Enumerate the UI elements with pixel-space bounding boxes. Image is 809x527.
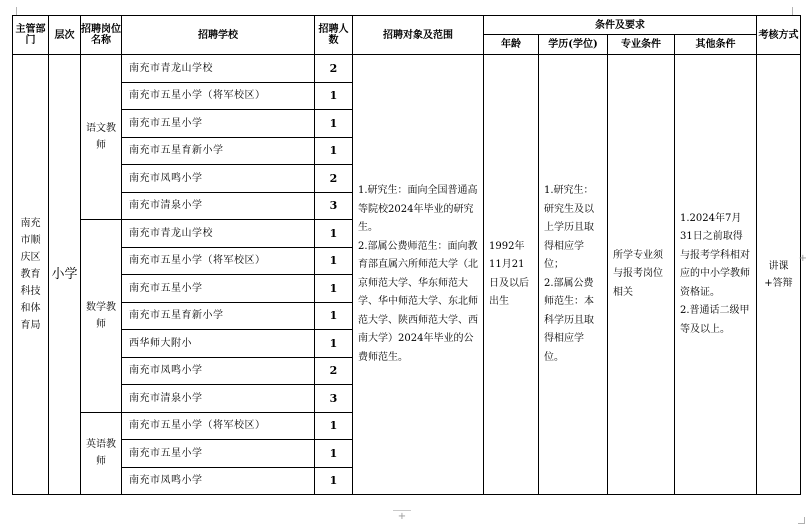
header-level: 层次: [49, 16, 81, 55]
resize-corner-icon[interactable]: [798, 517, 805, 524]
count-cell: 1: [315, 330, 353, 358]
school-cell: 南充市五星小学（将军校区）: [122, 412, 315, 440]
header-dept: 主管部门: [13, 16, 49, 55]
education-item: 2.部属公费师范生：本科学历且取得相应学位。: [544, 277, 594, 363]
count-cell: 1: [315, 412, 353, 440]
age-cell: 1992年11月21日及以后出生: [484, 55, 539, 495]
target-cell: [353, 55, 484, 495]
count-cell: 1: [315, 467, 353, 495]
header-exam: 考核方式: [757, 16, 801, 55]
count-cell: 1: [315, 302, 353, 330]
school-cell: 南充市凤鸣小学: [122, 357, 315, 385]
header-education: 学历(学位): [539, 35, 608, 55]
count-cell: 1: [315, 440, 353, 468]
recruitment-table: [12, 15, 801, 495]
count-cell: 1: [315, 137, 353, 165]
school-cell: 南充市凤鸣小学: [122, 467, 315, 495]
education-item: 1.研究生：研究生及以上学历且取得相应学位；: [544, 185, 594, 270]
school-cell: 南充市五星小学（将军校区）: [122, 247, 315, 275]
target-item: 2.部属公费师范生：面向教育部直属六所师范大学（北京师范大学、华东师范大学、华中师范大学、东北师范大学、陕西师范大学、西南大学）2024年毕业的公费师范生。: [358, 240, 478, 363]
count-cell: 3: [315, 385, 353, 413]
table-row: [13, 55, 801, 83]
position-cell: 数学教师: [81, 220, 122, 413]
header-age: 年龄: [484, 35, 539, 55]
margin-guide: [16, 7, 17, 15]
header-conditions: 条件及要求: [484, 16, 757, 35]
school-cell: 南充市五星小学: [122, 275, 315, 303]
level-cell: 小学: [49, 55, 81, 495]
count-cell: 1: [315, 110, 353, 138]
education-cell: [539, 55, 608, 495]
header-position: 招聘岗位名称: [81, 16, 122, 55]
other-cell: [675, 55, 757, 495]
count-cell: 2: [315, 357, 353, 385]
school-cell: 南充市五星小学: [122, 440, 315, 468]
dept-cell: 南充市顺庆区教育科技和体育局: [13, 55, 49, 495]
count-cell: 1: [315, 82, 353, 110]
school-cell: 西华师大附小: [122, 330, 315, 358]
add-row-handle-icon[interactable]: +: [393, 510, 411, 523]
position-cell: 英语教师: [81, 412, 122, 495]
header-count: 招聘人数: [315, 16, 353, 55]
exam-cell: 讲课+答辩: [757, 55, 801, 495]
school-cell: 南充市青龙山学校: [122, 220, 315, 248]
school-cell: 南充市青龙山学校: [122, 55, 315, 83]
school-cell: 南充市清泉小学: [122, 385, 315, 413]
add-column-handle-icon[interactable]: +: [798, 253, 807, 264]
school-cell: 南充市五星小学（将军校区）: [122, 82, 315, 110]
school-cell: 南充市五星小学: [122, 110, 315, 138]
school-cell: 南充市清泉小学: [122, 192, 315, 220]
school-cell: 南充市凤鸣小学: [122, 165, 315, 193]
page-top-edge: [0, 0, 809, 15]
header-school: 招聘学校: [122, 16, 315, 55]
count-cell: 2: [315, 165, 353, 193]
count-cell: 1: [315, 275, 353, 303]
header-major: 专业条件: [608, 35, 675, 55]
school-cell: 南充市五星育新小学: [122, 302, 315, 330]
other-item: 1.2024年7月31日之前取得与报考学科相对应的中小学教师资格证。: [680, 212, 750, 298]
major-cell: 所学专业须与报考岗位相关: [608, 55, 675, 495]
header-target: 招聘对象及范围: [353, 16, 484, 55]
count-cell: 2: [315, 55, 353, 83]
count-cell: 3: [315, 192, 353, 220]
school-cell: 南充市五星育新小学: [122, 137, 315, 165]
header-other: 其他条件: [675, 35, 757, 55]
position-cell: 语文教师: [81, 55, 122, 220]
other-item: 2.普通话二级甲等及以上。: [680, 305, 750, 335]
target-item: 1.研究生：面向全国普通高等院校2024年毕业的研究生。: [358, 185, 478, 233]
count-cell: 1: [315, 247, 353, 275]
margin-guide: [792, 7, 793, 15]
count-cell: 1: [315, 220, 353, 248]
